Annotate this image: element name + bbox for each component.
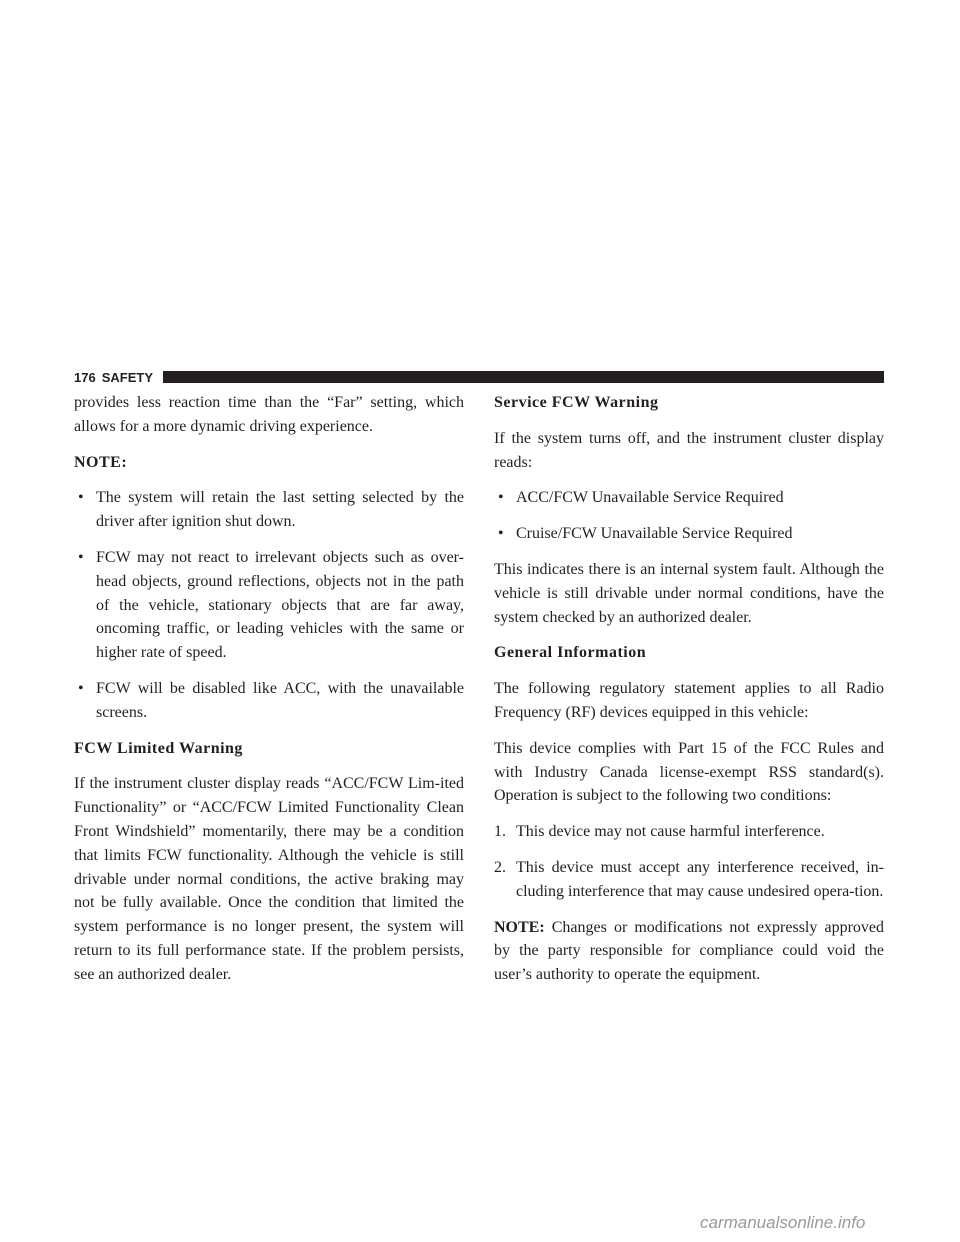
page-number: 176 xyxy=(74,369,96,385)
note-text: Changes or modifications not expressly approved by the party responsible for compliance could void the user’s authority to operate the equipment. xyxy=(494,918,884,984)
right-column xyxy=(494,391,884,999)
note-label: NOTE: xyxy=(494,918,545,936)
intro-paragraph: provides less reaction time than the “Far” setting, which allows for a more dynamic driving experience. xyxy=(74,394,464,435)
body-paragraph: This device complies with Part 15 of the FCC Rules and with Industry Canada license-exempt RSS standard(s). Operation is subject to the following two conditions: xyxy=(494,739,884,805)
list-item: • ACC/FCW Unavailable Service Required xyxy=(494,486,884,510)
left-column xyxy=(74,391,464,999)
list-item: • Cruise/FCW Unavailable Service Required xyxy=(494,522,884,546)
watermark: carmanualsonline.info xyxy=(700,1213,866,1232)
list-text: This device must accept any interference received, in-cluding interference that may cause undesired opera-tion. xyxy=(516,858,884,900)
body-paragraph: This indicates there is an internal system fault. Although the vehicle is still drivable under normal conditions, have the system checked by an authorized dealer. xyxy=(494,560,884,626)
note-label: NOTE: xyxy=(74,453,128,471)
note-bullet-list xyxy=(74,486,464,724)
section-heading: FCW Limited Warning xyxy=(74,739,243,757)
list-text: This device may not cause harmful interference. xyxy=(516,823,825,841)
list-item xyxy=(494,820,884,844)
conditions-list xyxy=(494,820,884,903)
body-paragraph: The following regulatory statement applies to all Radio Frequency (RF) devices equipped in this vehicle: xyxy=(494,680,884,721)
section-heading: Service FCW Warning xyxy=(494,394,659,411)
section-title: SAFETY xyxy=(101,369,153,385)
page-header xyxy=(74,368,884,386)
message-bullet-list xyxy=(494,486,884,546)
list-item: • The system will retain the last setting selected by the driver after ignition shut down. xyxy=(74,486,464,534)
list-item: • FCW will be disabled like ACC, with the unavailable screens. xyxy=(74,677,464,725)
body-paragraph: If the system turns off, and the instrument cluster display reads: xyxy=(494,429,884,471)
body-paragraph: If the instrument cluster display reads “ACC/FCW Lim-ited Functionality” or “ACC/FCW Limited Functionality Clean Front Windshield” momentarily, there may be a condition that limits FCW functionality. Although the vehicle is still drivable under normal conditions, the active braking may not be fully available. Once the condition that limited the system performance is no longer present, the system will return to its full performance state. If the problem persists, see an authorized dealer. xyxy=(74,775,464,983)
list-item: • FCW may not react to irrelevant objects such as over-head objects, ground reflections, objects not in the path of the vehicle, stationary objects that are far away, oncoming traffic, or leading vehicles with the same or higher rate of speed. xyxy=(74,546,464,665)
inline-note xyxy=(494,916,884,987)
list-item xyxy=(494,856,884,904)
header-rule xyxy=(163,371,884,383)
list-number: 2. xyxy=(494,858,506,876)
list-number: 1. xyxy=(494,823,506,841)
section-heading: General Information xyxy=(494,644,647,662)
